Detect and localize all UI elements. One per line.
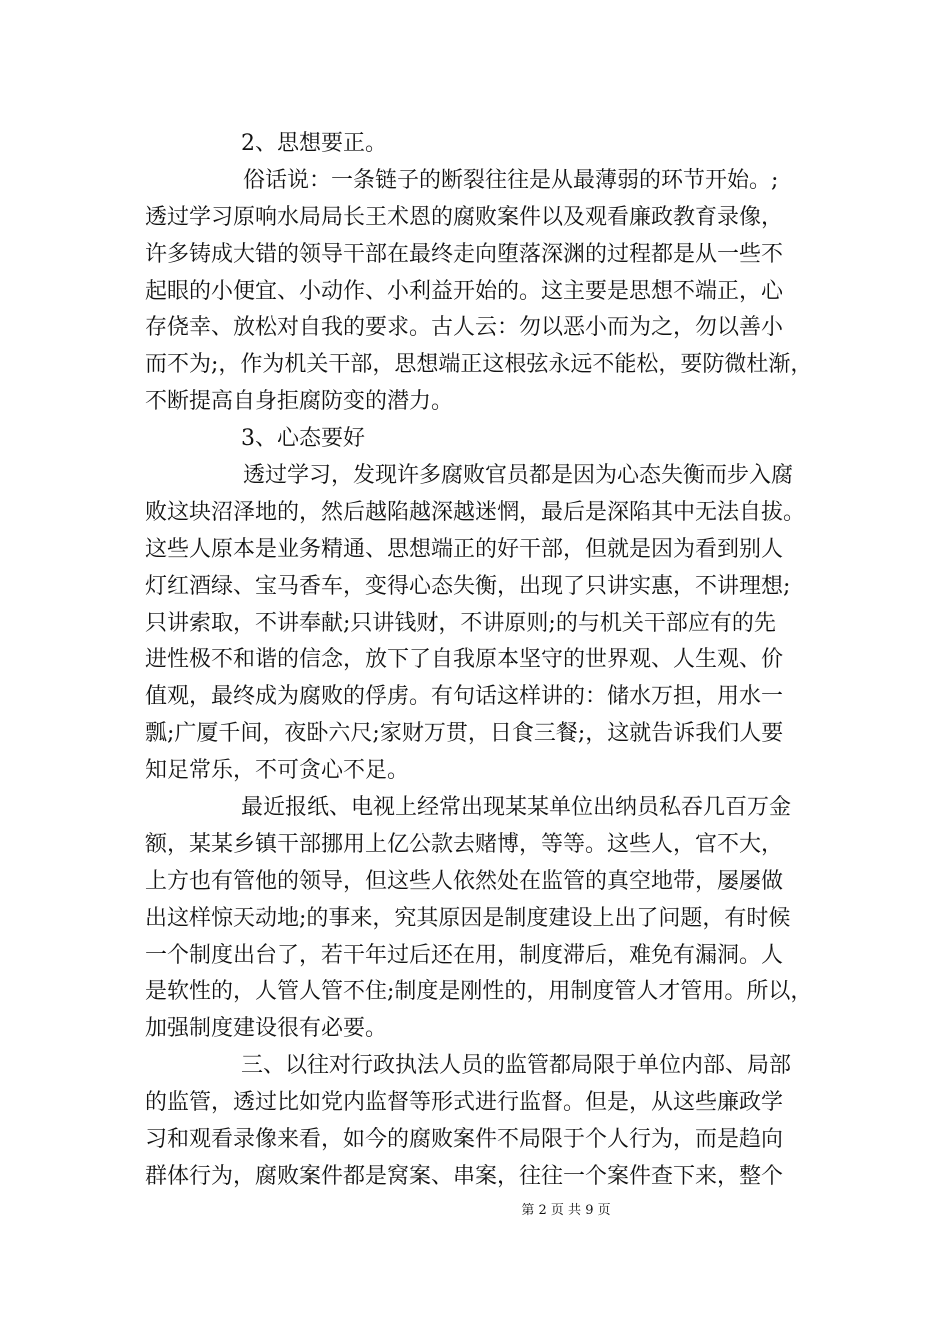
- text-line: 群体行为，腐败案件都是窝案、串案，往往一个案件查下来，整个: [145, 1163, 784, 1189]
- section-heading-three: 三、以往对行政执法人员的监管都局限于单位内部、局部: [241, 1053, 792, 1079]
- text-line: 出这样惊天动地;的事来，究其原因是制度建设上出了问题，有时候: [145, 905, 791, 931]
- text-line: 透过学习，发现许多腐败官员都是因为心态失衡而步入腐: [243, 463, 794, 489]
- text-line: 败这块沼泽地的，然后越陷越深越迷惘，最后是深陷其中无法自拔。: [145, 499, 806, 525]
- text-line: 存侥幸、放松对自我的要求。古人云：勿以恶小而为之，勿以善小: [145, 315, 784, 341]
- text-line: 的监管，透过比如党内监督等形式进行监督。但是，从这些廉政学: [145, 1090, 784, 1116]
- text-line: 灯红酒绿、宝马香车，变得心态失衡，出现了只讲实惠，不讲理想;: [145, 573, 791, 599]
- text-line: 值观，最终成为腐败的俘虏。有句话这样讲的：储水万担，用水一: [145, 684, 784, 710]
- text-line: 这些人原本是业务精通、思想端正的好干部，但就是因为看到别人: [145, 536, 784, 562]
- text-line: 上方也有管他的领导，但这些人依然处在监管的真空地带，屡屡做: [145, 868, 784, 894]
- text-line: 透过学习原响水局局长王术恩的腐败案件以及观看廉政教育录像，: [145, 204, 784, 230]
- text-line: 许多铸成大错的领导干部在最终走向堕落深渊的过程都是从一些不: [145, 241, 784, 267]
- text-line: 习和观看录像来看，如今的腐败案件不局限于个人行为，而是趋向: [145, 1127, 784, 1153]
- text-line: 额，某某乡镇干部挪用上亿公款去赌博，等等。这些人，官不大，: [145, 831, 784, 857]
- text-line: 知足常乐，不可贪心不足。: [145, 758, 410, 784]
- text-line: 一个制度出台了，若干年过后还在用，制度滞后，难免有漏洞。人: [145, 942, 784, 968]
- section-heading-2: 2、思想要正。: [241, 131, 387, 156]
- text-line: 不断提高自身拒腐防变的潜力。: [145, 389, 454, 415]
- text-line: 起眼的小便宜、小动作、小利益开始的。这主要是思想不端正，心: [145, 278, 784, 304]
- text-line: 加强制度建设很有必要。: [145, 1016, 388, 1042]
- text-line: 俗话说：一条链子的断裂往往是从最薄弱的环节开始。;: [243, 167, 779, 193]
- text-line: 而不为;，作为机关干部，思想端正这根弦永远不能松，要防微杜渐，: [145, 352, 813, 378]
- text-line: 只讲索取，不讲奉献;只讲钱财，不讲原则;的与机关干部应有的先: [145, 610, 776, 636]
- page-number: 第 2 页 共 9 页: [521, 1203, 611, 1218]
- text-line: 最近报纸、电视上经常出现某某单位出纳员私吞几百万金: [241, 795, 792, 821]
- text-line: 瓢;广厦千间，夜卧六尺;家财万贯，日食三餐;，这就告诉我们人要: [145, 721, 784, 747]
- document-body: [145, 126, 825, 1196]
- section-heading-3: 3、心态要好: [241, 426, 365, 452]
- text-line: 是软性的，人管人管不住;制度是刚性的，用制度管人才管用。所以，: [145, 979, 813, 1005]
- text-line: 进性极不和谐的信念，放下了自我原本坚守的世界观、人生观、价: [145, 647, 784, 673]
